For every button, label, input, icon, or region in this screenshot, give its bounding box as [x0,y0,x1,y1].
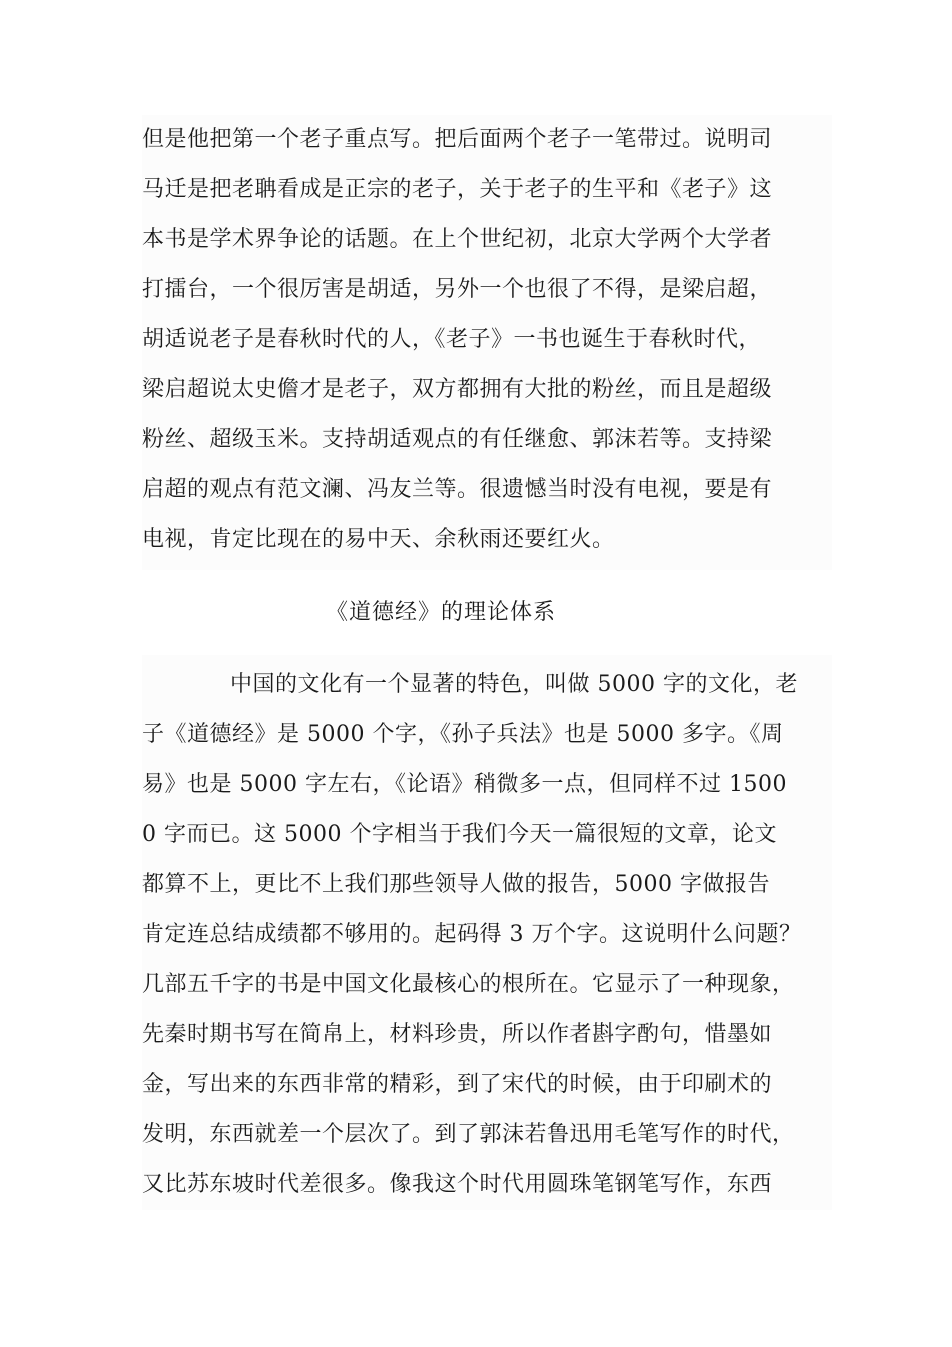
paragraph-2-line: 先秦时期书写在简帛上，材料珍贵，所以作者斟字酌句，惜墨如 [142,1022,773,1047]
paragraph-2-line: 几部五千字的书是中国文化最核心的根所在。它显示了一种现象， [142,972,795,997]
paragraph-2-line: 中国的文化有一个显著的特色，叫做 5000 字的文化，老 [230,672,798,697]
paragraph-2-line: 发明，东西就差一个层次了。到了郭沫若鲁迅用毛笔写作的时代， [142,1122,795,1147]
paragraph-2-line: 0 字而已。这 5000 个字相当于我们今天一篇很短的文章，论文 [142,822,777,847]
paragraph-1-line: 粉丝、超级玉米。支持胡适观点的有任继愈、郭沫若等。支持梁 [142,427,773,452]
section-heading: 《道德经》的理论体系 [326,600,557,625]
paragraph-2-line: 肯定连总结成绩都不够用的。起码得 3 万个字。这说明什么问题？ [142,922,802,947]
paragraph-1-line: 梁启超说太史儋才是老子，双方都拥有大批的粉丝，而且是超级 [142,377,773,402]
paragraph-2-line: 又比苏东坡时代差很多。像我这个时代用圆珠笔钢笔写作，东西 [142,1172,773,1197]
paragraph-1-line: 胡适说老子是春秋时代的人，《老子》一书也诞生于春秋时代， [142,327,762,352]
paragraph-2-line: 子《道德经》是 5000 个字，《孙子兵法》也是 5000 多字。《周 [142,722,784,747]
paragraph-1-line: 启超的观点有范文澜、冯友兰等。很遗憾当时没有电视，要是有 [142,477,773,502]
paragraph-2-line: 金，写出来的东西非常的精彩，到了宋代的时候，由于印刷术的 [142,1072,773,1097]
paragraph-2-line: 都算不上，更比不上我们那些领导人做的报告，5000 字做报告 [142,872,770,897]
paragraph-1-line: 本书是学术界争论的话题。在上个世纪初，北京大学两个大学者 [142,227,773,252]
paragraph-1 [142,115,832,570]
paragraph-2 [142,655,832,1210]
paragraph-1-line: 打擂台，一个很厉害是胡适，另外一个也很了不得，是梁启超， [142,277,773,302]
paragraph-1-line: 电视，肯定比现在的易中天、余秋雨还要红火。 [142,527,615,552]
paragraph-2-line: 易》也是 5000 字左右，《论语》稍微多一点，但同样不过 1500 [142,772,787,797]
paragraph-1-line: 马迁是把老聃看成是正宗的老子，关于老子的生平和《老子》这 [142,177,773,202]
paragraph-1-line: 但是他把第一个老子重点写。把后面两个老子一笔带过。说明司 [142,127,773,152]
